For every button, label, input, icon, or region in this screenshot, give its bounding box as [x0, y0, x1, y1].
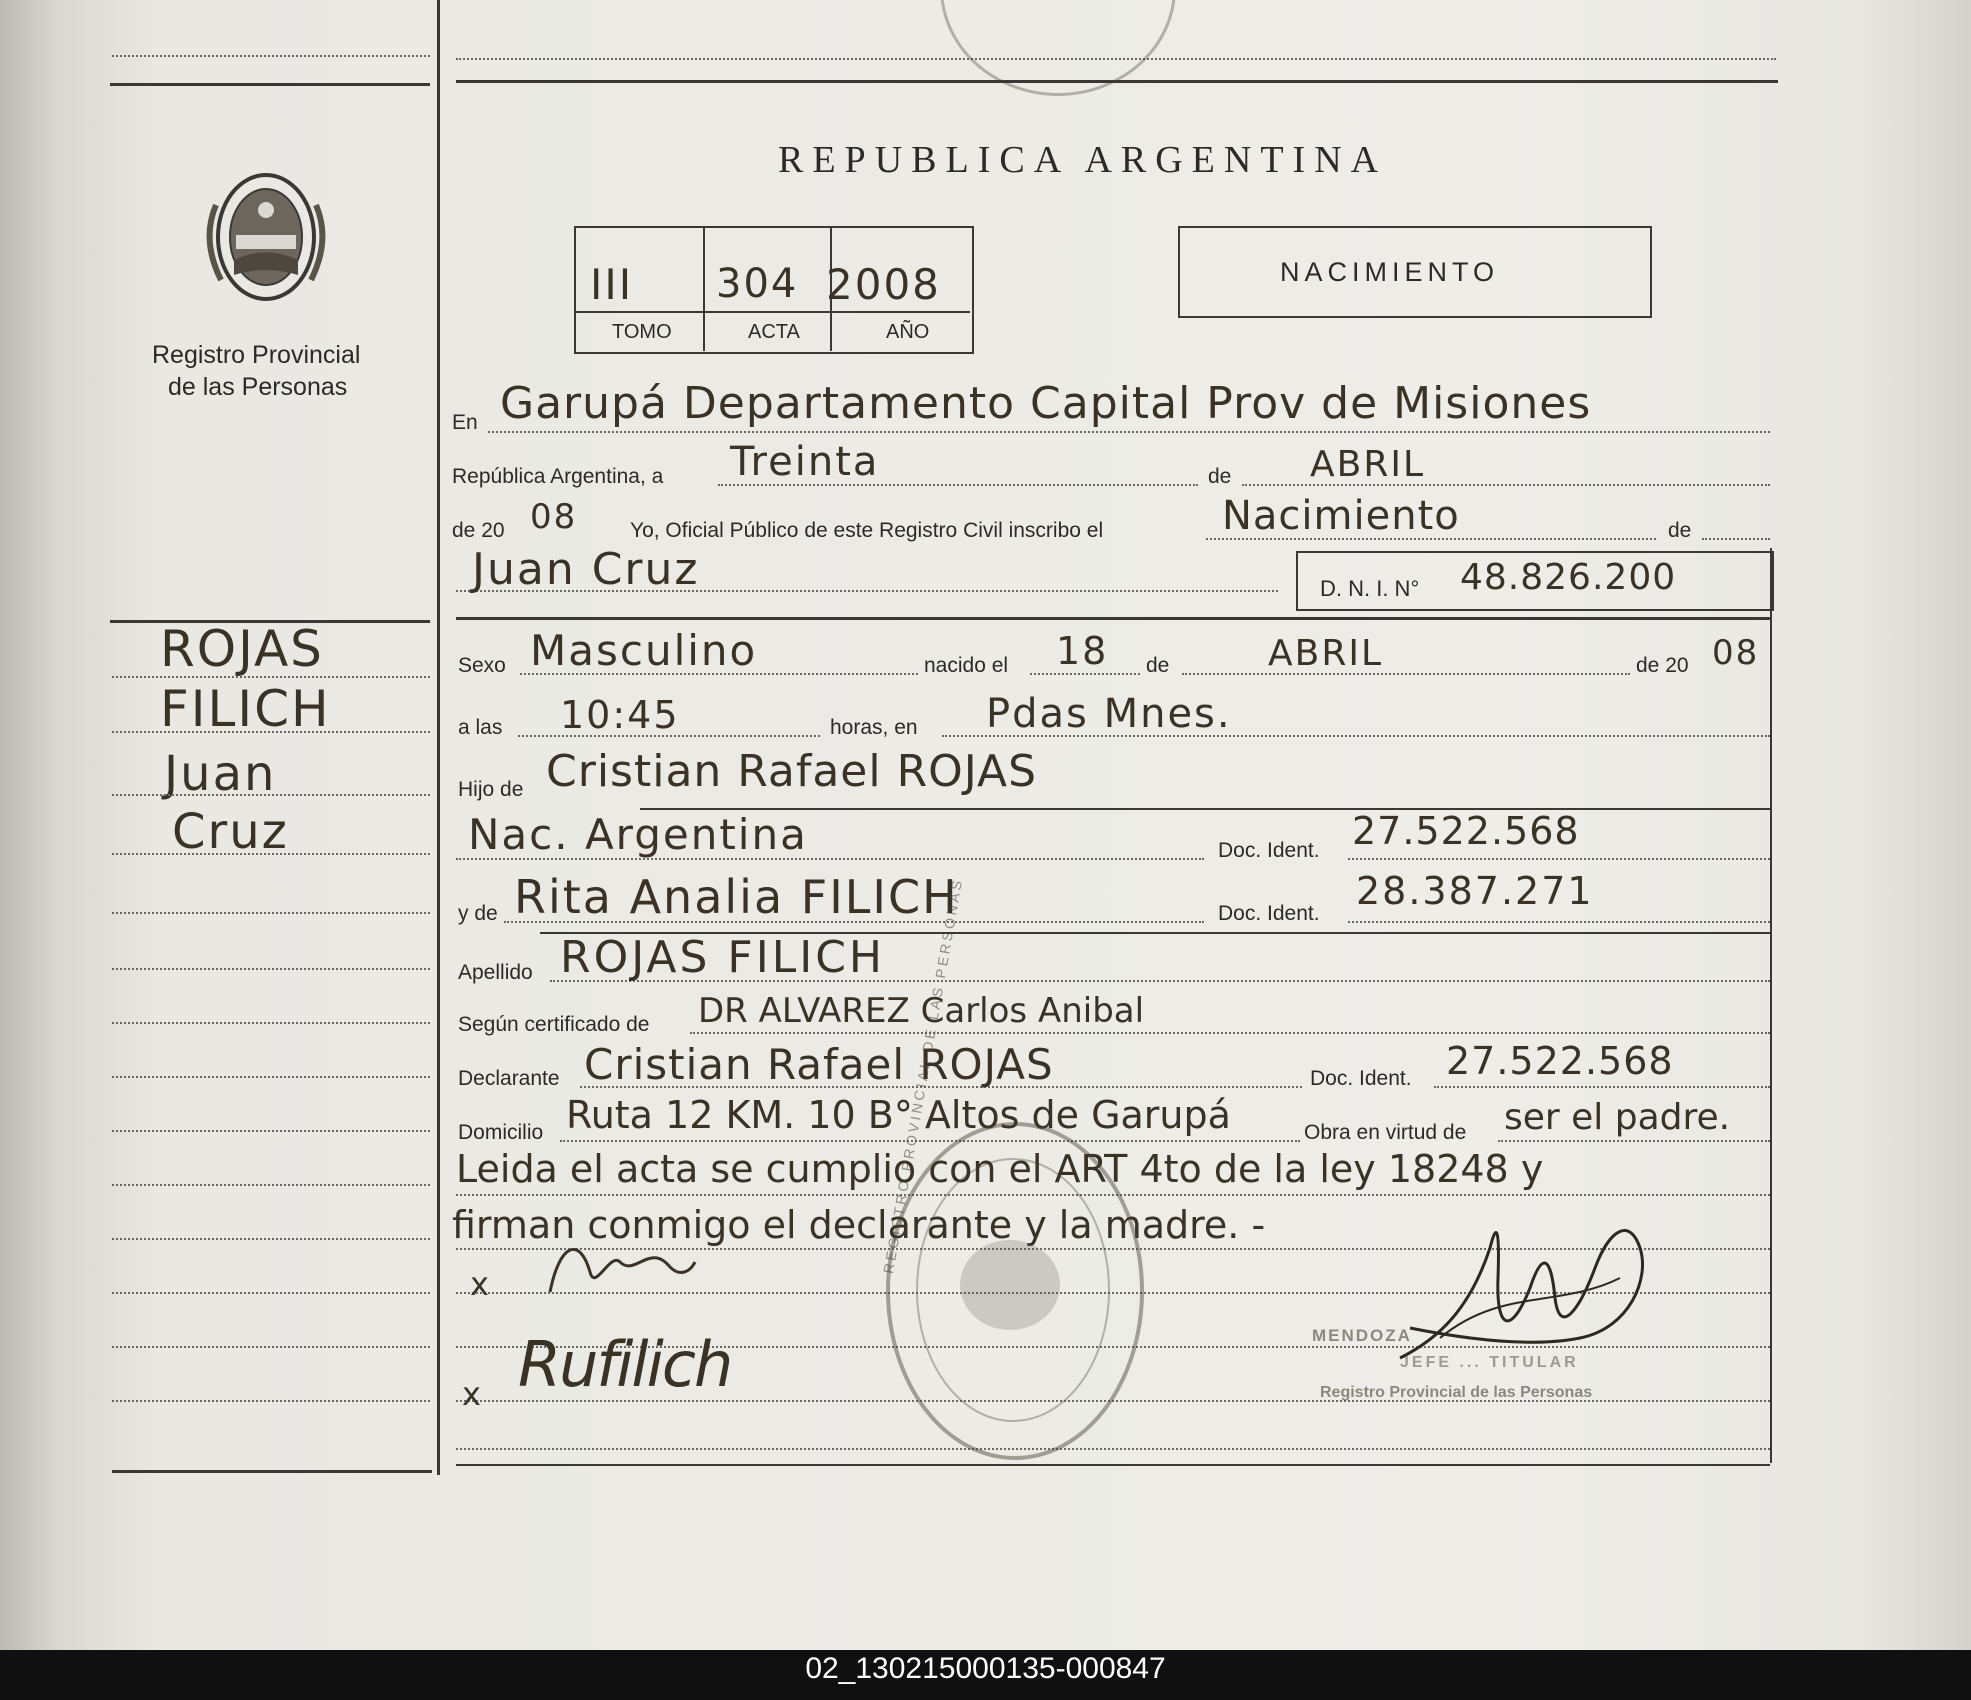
- mother-doc: 28.387.271: [1356, 869, 1594, 913]
- father-name: Cristian Rafael ROJAS: [546, 746, 1038, 797]
- official-name-stamp: MENDOZA: [1312, 1326, 1412, 1345]
- signature-mark-declarante: x: [470, 1265, 491, 1303]
- observation-line1: Leida el acta se cumplio con el ART 4to de la ley 18248 y: [456, 1147, 1544, 1191]
- margin-line-11: [112, 1238, 430, 1240]
- father-nationality: Nac. Argentina: [468, 810, 808, 859]
- margin-line-10: [112, 1184, 430, 1186]
- margin-given1: Juan: [164, 746, 277, 802]
- margin-surname1: ROJAS: [160, 620, 324, 678]
- section-divider: [456, 617, 1772, 620]
- mother-doc-label: Doc. Ident.: [1218, 902, 1320, 925]
- margin-bottom-rule: [112, 1470, 432, 1473]
- signature-mark-madre: x: [462, 1375, 483, 1413]
- birth-month-de-label: de: [1146, 654, 1170, 677]
- official-registry-stamp: Registro Provincial de las Personas: [1320, 1384, 1593, 1401]
- obs-line-6: [456, 1448, 1770, 1450]
- margin-line-4: [112, 853, 430, 855]
- domicilio-line: [560, 1140, 1300, 1142]
- segun-line: [690, 1032, 1770, 1034]
- sexo-label: Sexo: [458, 654, 506, 677]
- republica-label: República Argentina, a: [452, 465, 664, 488]
- father-doc-line: [1348, 858, 1770, 860]
- acta-label: ACTA: [748, 321, 800, 343]
- year-prefix-label: de 20: [452, 519, 505, 542]
- margin-line-2: [112, 731, 430, 733]
- margin-line-1: [112, 676, 430, 678]
- declarante-signature: [540, 1232, 700, 1302]
- margin-line-13: [112, 1346, 430, 1348]
- seal-text: REGISTRO PROVINCIAL DE LAS PERSONAS: [880, 876, 966, 1275]
- horas-label: horas, en: [830, 716, 918, 739]
- bottom-rule: [456, 1464, 1770, 1466]
- sexo-value: Masculino: [530, 626, 758, 675]
- month-value: ABRIL: [1310, 444, 1426, 485]
- margin-line-7: [112, 1022, 430, 1024]
- left-divider: [110, 83, 430, 86]
- anio-label: AÑO: [886, 321, 930, 343]
- page-title: REPUBLICA ARGENTINA: [778, 139, 1388, 181]
- margin-line-8: [112, 1076, 430, 1078]
- father-doc: 27.522.568: [1352, 809, 1580, 853]
- mother-name: Rita Analia FILICH: [514, 870, 959, 924]
- mother-signature: Rufilich: [518, 1328, 732, 1401]
- en-label: En: [452, 411, 478, 434]
- declarante-doc: 27.522.568: [1446, 1039, 1674, 1083]
- coat-of-arms-icon: [196, 165, 336, 315]
- margin-line-14: [112, 1400, 430, 1402]
- declarante-label: Declarante: [458, 1067, 560, 1090]
- declarante-doc-line: [1434, 1086, 1770, 1088]
- day-value: Treinta: [730, 439, 880, 485]
- birth-place: Pdas Mnes.: [986, 691, 1232, 737]
- observation-line2: firman conmigo el declarante y la madre. -: [452, 1203, 1266, 1247]
- birth-year-suffix: 08: [1712, 633, 1760, 673]
- apellido-value: ROJAS FILICH: [560, 932, 886, 983]
- domicilio-label: Domicilio: [458, 1121, 544, 1144]
- margin-line-9: [112, 1130, 430, 1132]
- anio-value: 2008: [826, 260, 941, 309]
- birth-day-line: [1030, 673, 1140, 675]
- column-divider: [437, 0, 440, 1475]
- image-id-caption: 02_130215000135-000847: [805, 1652, 1166, 1685]
- obra-line: [1498, 1140, 1770, 1142]
- birth-day: 18: [1056, 629, 1109, 673]
- registry-name-line1: Registro Provincial: [152, 341, 361, 369]
- act-type: NACIMIENTO: [1280, 257, 1500, 287]
- margin-line-5: [112, 912, 430, 914]
- official-role-stamp: JEFE ... TITULAR: [1400, 1354, 1579, 1371]
- oficial-statement: Yo, Oficial Público de este Registro Civil inscribo el: [630, 519, 1104, 542]
- en-line: [488, 431, 1770, 433]
- domicilio-value: Ruta 12 KM. 10 B° Altos de Garupá: [566, 1093, 1231, 1137]
- declarante-value: Cristian Rafael ROJAS: [584, 1040, 1054, 1089]
- acta-value: 304: [716, 261, 799, 307]
- official-signature: [1380, 1188, 1660, 1388]
- birth-year-prefix: de 20: [1636, 654, 1689, 677]
- tomo-label: TOMO: [612, 321, 672, 343]
- yde-label: y de: [458, 902, 498, 925]
- obra-label: Obra en virtud de: [1304, 1121, 1467, 1144]
- act-kind-value: Nacimiento: [1222, 493, 1460, 539]
- alas-label: a las: [458, 716, 503, 739]
- certificado-value: DR ALVAREZ Carlos Anibal: [698, 991, 1145, 1031]
- month-de-label: de: [1208, 465, 1232, 488]
- mother-doc-line: [1348, 921, 1770, 923]
- margin-surname2: FILICH: [160, 680, 331, 738]
- act-kind-tail-line: [1702, 538, 1770, 540]
- margin-line-6: [112, 968, 430, 970]
- left-dotted-line: [112, 55, 430, 57]
- birth-month: ABRIL: [1268, 633, 1384, 674]
- birth-time: 10:45: [560, 693, 680, 737]
- dni-value: 48.826.200: [1460, 557, 1677, 598]
- nacido-label: nacido el: [924, 654, 1009, 677]
- segun-label: Según certificado de: [458, 1013, 650, 1036]
- birth-month-line: [1182, 673, 1630, 675]
- margin-line-3: [112, 794, 430, 796]
- registry-seal-emblem: [960, 1240, 1060, 1330]
- right-border: [1770, 548, 1772, 1463]
- margin-given2: Cruz: [172, 804, 289, 860]
- dni-label: D. N. I. N°: [1320, 576, 1420, 601]
- registry-name-line2: de las Personas: [168, 373, 348, 401]
- record-box-divider: [576, 311, 970, 313]
- apellido-label: Apellido: [458, 961, 533, 984]
- declarante-doc-label: Doc. Ident.: [1310, 1067, 1412, 1090]
- father-underline: [640, 808, 1770, 810]
- tomo-value: III: [590, 260, 634, 309]
- father-doc-label: Doc. Ident.: [1218, 839, 1320, 862]
- child-name: Juan Cruz: [472, 544, 700, 595]
- place-value: Garupá Departamento Capital Prov de Misiones: [500, 378, 1592, 429]
- record-box-sep1: [703, 227, 705, 351]
- obra-value: ser el padre.: [1504, 1097, 1731, 1138]
- year-suffix: 08: [530, 497, 578, 537]
- margin-line-12: [112, 1292, 430, 1294]
- act-kind-de-label: de: [1668, 519, 1692, 542]
- nationality-line: [456, 858, 1204, 860]
- hijo-label: Hijo de: [458, 778, 524, 801]
